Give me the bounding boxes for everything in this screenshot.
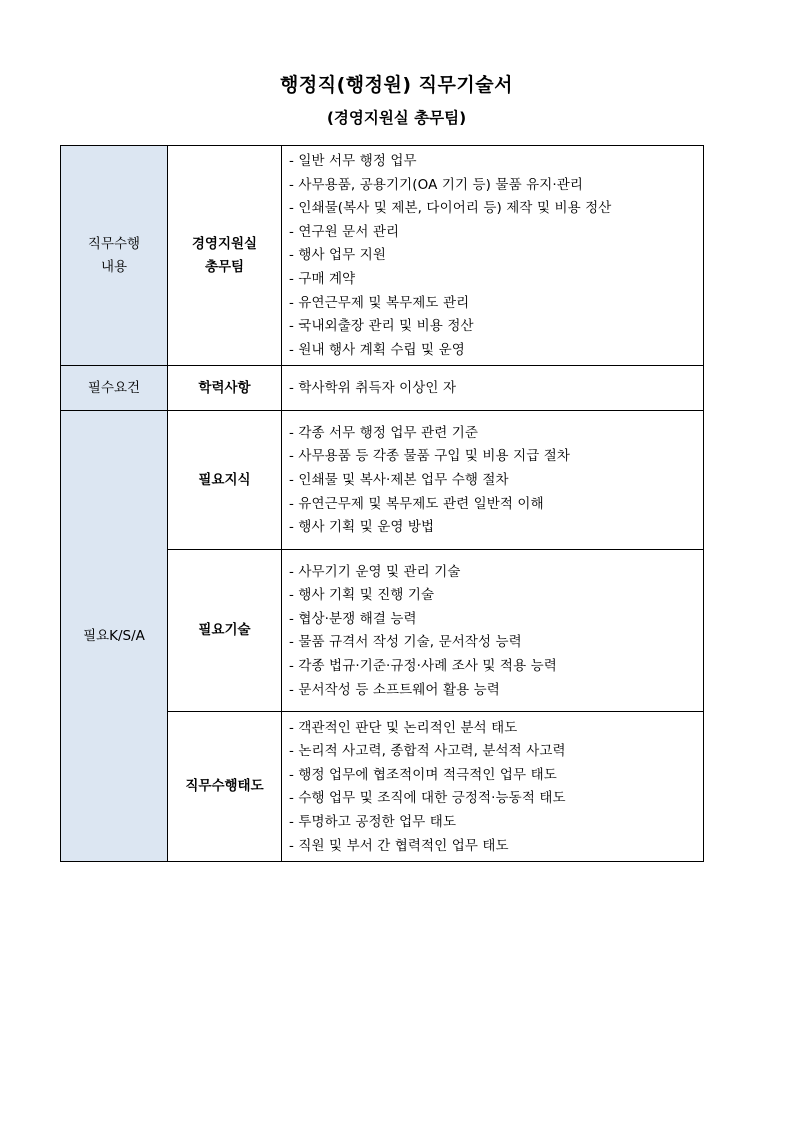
list-item: - 물품 규격서 작성 기술, 문서작성 능력 bbox=[289, 634, 522, 651]
ksa-category-cell: 필요K/S/A bbox=[61, 411, 168, 862]
list-item: - 행사 기획 및 운영 방법 bbox=[289, 519, 435, 536]
duties-items-cell bbox=[282, 146, 704, 366]
list-item: - 학사학위 취득자 이상인 자 bbox=[289, 380, 457, 397]
list-item: - 인쇄물(복사 및 제본, 다이어리 등) 제작 및 비용 정산 bbox=[289, 200, 612, 217]
skills-sub-cell: 필요기술 bbox=[168, 550, 282, 712]
knowledge-sub-cell: 필요지식 bbox=[168, 411, 282, 550]
list-item: - 구매 계약 bbox=[289, 270, 356, 287]
duties-sub-line2: 총무팀 bbox=[204, 258, 245, 275]
knowledge-items-cell bbox=[282, 411, 704, 550]
requirements-list bbox=[289, 377, 697, 401]
list-item: - 행사 업무 지원 bbox=[289, 247, 386, 264]
list-item: - 직원 및 부서 간 협력적인 업무 태도 bbox=[289, 837, 509, 854]
duties-category-line1: 직무수행 bbox=[87, 235, 141, 252]
knowledge-list bbox=[289, 422, 697, 540]
list-item: - 논리적 사고력, 종합적 사고력, 분석적 사고력 bbox=[289, 743, 566, 760]
requirements-items-cell bbox=[282, 366, 704, 411]
list-item: - 연구원 문서 관리 bbox=[289, 223, 400, 240]
list-item: - 일반 서무 행정 업무 bbox=[289, 153, 417, 169]
list-item: - 투명하고 공정한 업무 태도 bbox=[289, 813, 457, 830]
list-item: - 원내 행사 계획 수립 및 운영 bbox=[289, 341, 465, 358]
requirements-category-cell: 필수요건 bbox=[61, 366, 168, 411]
document-title: 행정직(행정원) 직무기술서 bbox=[280, 74, 513, 96]
skills-list bbox=[289, 561, 697, 703]
list-item: - 문서작성 등 소프트웨어 활용 능력 bbox=[289, 681, 500, 698]
requirements-sub-cell: 학력사항 bbox=[168, 366, 282, 411]
list-item: - 유연근무제 및 복무제도 관련 일반적 이해 bbox=[289, 495, 544, 512]
list-item: - 각종 서무 행정 업무 관련 기준 bbox=[289, 424, 479, 441]
list-item: - 유연근무제 및 복무제도 관리 bbox=[289, 294, 470, 311]
list-item: - 사무용품 등 각종 물품 구입 및 비용 지급 절차 bbox=[289, 448, 571, 465]
document-subtitle: (경영지원실 총무팀) bbox=[326, 109, 467, 127]
attitude-items-cell bbox=[282, 712, 704, 862]
requirements-row bbox=[61, 366, 704, 411]
list-item: - 사무기기 운영 및 관리 기술 bbox=[289, 563, 461, 580]
duties-list bbox=[289, 150, 697, 362]
list-item: - 협상·분쟁 해결 능력 bbox=[289, 610, 417, 627]
list-item: - 사무용품, 공용기기(OA 기기 등) 물품 유지·관리 bbox=[289, 176, 584, 193]
list-item: - 객관적인 판단 및 논리적인 분석 태도 bbox=[289, 719, 518, 736]
list-item: - 인쇄물 및 복사·제본 업무 수행 절차 bbox=[289, 472, 509, 489]
list-item: - 국내외출장 관리 및 비용 정산 bbox=[289, 318, 474, 335]
duties-row bbox=[61, 146, 704, 366]
list-item: - 각종 법규·기준·규정·사례 조사 및 적용 능력 bbox=[289, 657, 557, 674]
duties-category-cell bbox=[61, 146, 168, 366]
list-item: - 행사 기획 및 진행 기술 bbox=[289, 587, 435, 604]
list-item: - 행정 업무에 협조적이며 적극적인 업무 태도 bbox=[289, 766, 557, 783]
attitude-sub-cell: 직무수행태도 bbox=[168, 712, 282, 862]
list-item: - 수행 업무 및 조직에 대한 긍정적·능동적 태도 bbox=[289, 790, 566, 807]
duties-category-line2: 내용 bbox=[100, 258, 128, 275]
knowledge-row bbox=[61, 411, 704, 550]
duties-sub-cell bbox=[168, 146, 282, 366]
skills-items-cell bbox=[282, 550, 704, 712]
duties-sub-line1: 경영지원실 bbox=[191, 235, 258, 252]
attitude-list bbox=[289, 717, 697, 859]
job-description-table bbox=[60, 145, 704, 862]
